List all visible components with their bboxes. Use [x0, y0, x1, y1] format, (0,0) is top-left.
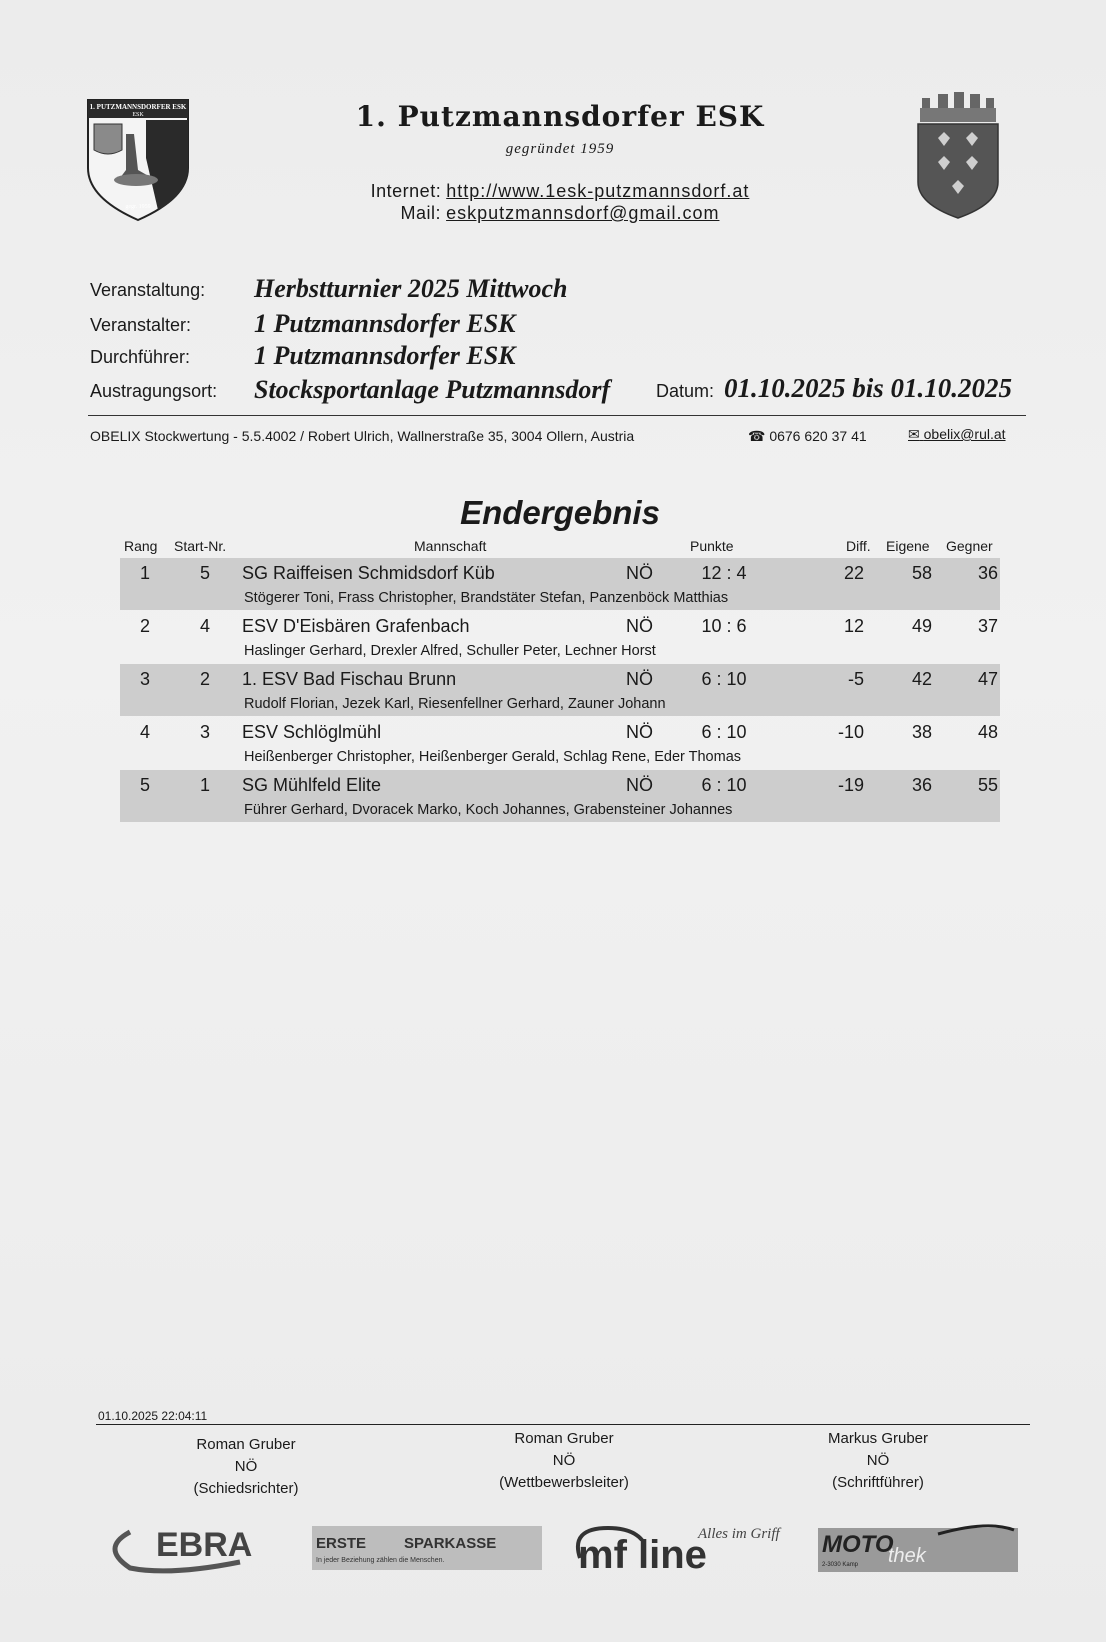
- diff-cell: -5: [847, 669, 864, 689]
- start-cell: 5: [199, 563, 210, 583]
- players-cell: Rudolf Florian, Jezek Karl, Riesenfellner Gerhard, Zauner Johann: [244, 696, 666, 712]
- durchfuehrer-label: Durchführer:: [90, 347, 191, 367]
- team-cell: SG Raiffeisen Schmidsdorf Küb: [242, 563, 495, 583]
- diff-cell: -10: [837, 722, 864, 742]
- players-cell: Führer Gerhard, Dvoracek Marko, Koch Johannes, Grabensteiner Johannes: [244, 802, 733, 818]
- signature-role: (Wettbewerbsleiter): [499, 1474, 629, 1491]
- svg-text:ERSTE: ERSTE: [316, 1535, 367, 1552]
- sponsor-sparkasse-logo: [312, 1518, 542, 1578]
- signature-role: (Schriftführer): [832, 1474, 924, 1491]
- signature-name: Roman Gruber: [196, 1436, 296, 1453]
- col-rang: Rang: [124, 538, 158, 554]
- col-start: Start-Nr.: [174, 538, 227, 554]
- svg-text:2-3030 Kamp: 2-3030 Kamp: [822, 1562, 859, 1568]
- internet-link[interactable]: http://www.1esk-putzmannsdorf.at: [446, 181, 750, 201]
- team-cell: SG Mühlfeld Elite: [242, 775, 382, 795]
- svg-text:EBRA: EBRA: [156, 1526, 253, 1564]
- sponsor-mfline-logo: [562, 1518, 794, 1578]
- datum-value: 01.10.2025 bis 01.10.2025: [724, 373, 1013, 403]
- table-row: [120, 611, 1000, 663]
- mail-label: Mail:: [400, 203, 442, 223]
- state-cell: NÖ: [626, 722, 653, 742]
- team-cell: ESV D'Eisbären Grafenbach: [242, 616, 470, 636]
- signature-state: NÖ: [866, 1452, 890, 1469]
- points-cell: 6 : 10: [701, 669, 747, 689]
- datum-label: Datum:: [656, 381, 715, 401]
- sponsor-ebra-logo: [100, 1518, 300, 1578]
- team-cell: ESV Schlöglmühl: [242, 722, 382, 742]
- veranstaltung-value: Herbstturnier 2025 Mittwoch: [254, 274, 568, 303]
- state-cell: NÖ: [626, 669, 653, 689]
- opp-cell: 47: [977, 669, 998, 689]
- signature-referee: [136, 1434, 356, 1500]
- start-cell: 2: [199, 669, 210, 689]
- internet-label: Internet:: [370, 181, 442, 201]
- software-email[interactable]: [908, 426, 1006, 443]
- state-cell: NÖ: [626, 563, 653, 583]
- ort-label: Austragungsort:: [90, 381, 218, 401]
- players-cell: Stögerer Toni, Frass Christopher, Brandstäter Stefan, Panzenböck Matthias: [244, 590, 729, 606]
- software-credit: OBELIX Stockwertung - 5.5.4002 / Robert Ulrich, Wallnerstraße 35, 3004 Ollern, Austria: [90, 428, 635, 444]
- points-cell: 12 : 4: [701, 563, 747, 583]
- own-cell: 58: [911, 563, 932, 583]
- svg-text:1. PUTZMANNSDORFER ESK: 1. PUTZMANNSDORFER ESK: [89, 103, 187, 111]
- club-name: 1. Putzmannsdorfer ESK: [355, 100, 765, 133]
- svg-text:Alles im Griff: Alles im Griff: [698, 1526, 780, 1542]
- signature-state: NÖ: [552, 1452, 576, 1469]
- club-logo: [86, 98, 190, 222]
- signature-name: Markus Gruber: [827, 1430, 929, 1447]
- signature-competition-lead: [454, 1428, 674, 1494]
- start-cell: 1: [199, 775, 210, 795]
- veranstaltung-label: Veranstaltung:: [90, 280, 206, 300]
- rang-cell: 3: [139, 669, 150, 689]
- veranstalter-label: Veranstalter:: [90, 315, 192, 335]
- points-cell: 6 : 10: [701, 722, 747, 742]
- results-title: Endergebnis: [460, 494, 660, 531]
- svg-text:mf line: mf line: [578, 1533, 707, 1577]
- svg-text:thek: thek: [888, 1545, 926, 1567]
- signature-state: NÖ: [234, 1458, 258, 1475]
- start-cell: 3: [199, 722, 210, 742]
- signature-role: (Schiedsrichter): [193, 1480, 299, 1497]
- coat-of-arms: [916, 92, 1000, 220]
- svg-text:gegr. 1959: gegr. 1959: [125, 204, 151, 210]
- own-cell: 49: [911, 616, 932, 636]
- diff-cell: -19: [837, 775, 864, 795]
- state-cell: NÖ: [626, 775, 653, 795]
- own-cell: 36: [911, 775, 932, 795]
- founded-note: gegründet 1959: [505, 141, 615, 157]
- sponsor-motothek-logo: [818, 1518, 1018, 1578]
- diff-cell: 12: [843, 616, 864, 636]
- opp-cell: 48: [977, 722, 998, 742]
- ort-value: Stocksportanlage Putzmannsdorf: [254, 375, 611, 404]
- footer-divider: [96, 1424, 1030, 1425]
- mail-icon: ✉: [908, 426, 920, 442]
- players-cell: Heißenberger Christopher, Heißenberger Gerald, Schlag Rene, Eder Thomas: [244, 749, 742, 765]
- col-team: Mannschaft: [414, 538, 487, 554]
- col-own: Eigene: [886, 538, 930, 554]
- col-opp: Gegner: [946, 538, 993, 554]
- meta-divider: [88, 415, 1026, 416]
- opp-cell: 55: [977, 775, 998, 795]
- own-cell: 38: [911, 722, 932, 742]
- svg-text:In jeder Beziehung zählen die: In jeder Beziehung zählen die Menschen.: [316, 1557, 445, 1564]
- points-cell: 6 : 10: [701, 775, 747, 795]
- players-cell: Haslinger Gerhard, Drexler Alfred, Schuller Peter, Lechner Horst: [244, 643, 656, 659]
- team-cell: 1. ESV Bad Fischau Brunn: [242, 669, 457, 689]
- own-cell: 42: [911, 669, 932, 689]
- diff-cell: 22: [843, 563, 864, 583]
- svg-text:ESK: ESK: [132, 112, 144, 118]
- table-row: [120, 717, 1000, 769]
- col-points: Punkte: [690, 538, 734, 554]
- durchfuehrer-value: 1 Putzmannsdorfer ESK: [254, 341, 516, 370]
- contact-block: [300, 180, 820, 224]
- rang-cell: 2: [139, 616, 150, 636]
- points-cell: 10 : 6: [701, 616, 747, 636]
- svg-text:SPARKASSE: SPARKASSE: [404, 1535, 497, 1552]
- state-cell: NÖ: [626, 616, 653, 636]
- start-cell: 4: [199, 616, 210, 636]
- signature-name: Roman Gruber: [514, 1430, 614, 1447]
- signature-secretary: [768, 1428, 988, 1494]
- rang-cell: 1: [139, 563, 150, 583]
- col-diff: Diff.: [846, 538, 871, 554]
- rang-cell: 5: [139, 775, 150, 795]
- opp-cell: 37: [977, 616, 998, 636]
- rang-cell: 4: [139, 722, 150, 742]
- opp-cell: 36: [977, 563, 998, 583]
- table-row: [120, 770, 1000, 822]
- table-row: [120, 558, 1000, 610]
- software-email-address: obelix@rul.at: [923, 426, 1006, 442]
- table-row: [120, 664, 1000, 716]
- svg-text:MOTO: MOTO: [822, 1531, 894, 1558]
- veranstalter-value: 1 Putzmannsdorfer ESK: [254, 309, 516, 338]
- meta-ort: [90, 375, 1026, 405]
- sponsor-bar: [100, 1518, 1020, 1588]
- print-timestamp: 01.10.2025 22:04:11: [98, 1409, 208, 1423]
- software-phone: ☎ 0676 620 37 41: [748, 428, 867, 444]
- mail-link[interactable]: eskputzmannsdorf@gmail.com: [446, 203, 720, 223]
